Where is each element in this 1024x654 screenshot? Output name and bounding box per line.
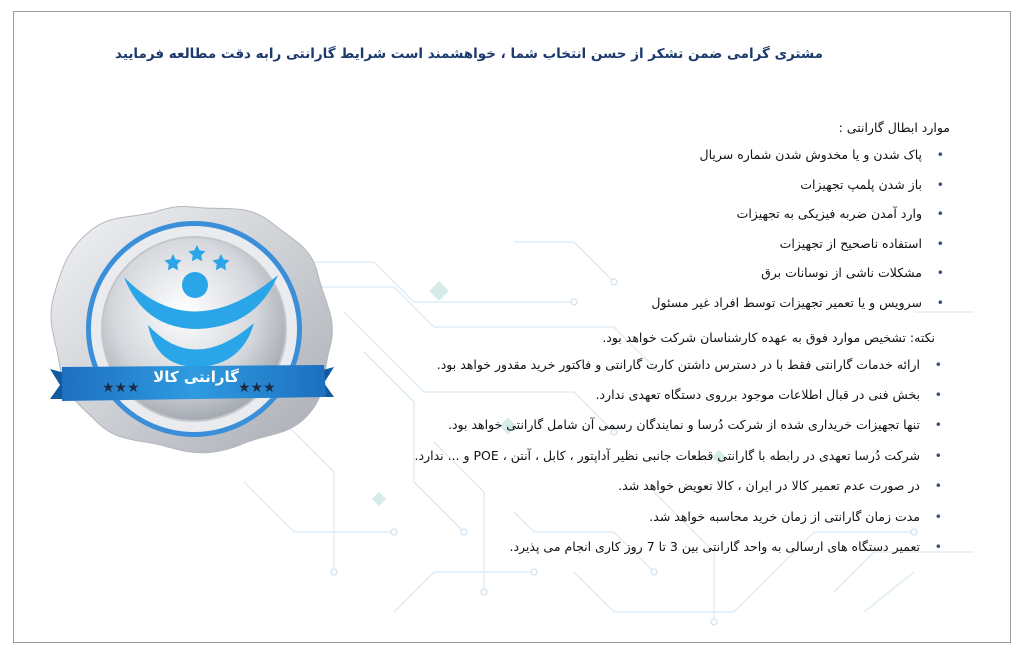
conditions-list [340, 357, 950, 570]
badge-label: گارانتی کالا [153, 368, 239, 386]
list-item: • ارائه خدمات گارانتی فقط با در دسترس داشتن کارت گارانتی و فاکتور خرید مقدور خواهد بود. [340, 357, 950, 387]
list-item: • استفاده ناصحیح از تجهیزات [340, 236, 950, 266]
list-item: • تعمیر دستگاه های ارسالی به واحد گارانتی بین 3 تا 7 روز کاری انجام می پذیرد. [340, 539, 950, 569]
list-item: • سرویس و یا تعمیر تجهیزات توسط افراد غیر مسئول [340, 295, 950, 325]
list-item: • در صورت عدم تعمیر کالا در ایران ، کالا تعویض خواهد شد. [340, 478, 950, 508]
svg-text:★★★: ★★★ [238, 380, 276, 396]
warranty-seal-icon [42, 197, 342, 457]
list-item: • وارد آمدن ضربه فیزیکی به تجهیزات [340, 206, 950, 236]
svg-text:★★★: ★★★ [102, 380, 140, 396]
warranty-void-heading: موارد ابطال گارانتی : [838, 120, 950, 135]
terms-content [340, 120, 950, 569]
list-item: • باز شدن پلمپ تجهیزات [340, 177, 950, 207]
page-frame [13, 11, 1011, 643]
page-title: مشتری گرامی ضمن تشکر از حسن انتخاب شما ، خواهشمند است شرایط گارانتی رابه دقت مطالعه فرمایید [115, 46, 823, 62]
list-item: • مدت زمان گارانتی از زمان خرید محاسبه خواهد شد. [340, 509, 950, 539]
list-item: • تنها تجهیزات خریداری شده از شرکت دُرسا و نمایندگان رسمی آن شامل گارانتی خواهد بود. [340, 417, 950, 447]
warranty-void-list [340, 147, 950, 325]
list-item: • شرکت دُرسا تعهدی در رابطه با گارانتی قطعات جانبی نظیر آداپتور ، کابل ، آنتن ، POE و ... ندارد. [340, 448, 950, 478]
note-text: نکته: تشخیص موارد فوق به عهده کارشناسان شرکت خواهد بود. [602, 329, 935, 345]
list-item: • بخش فنی در قبال اطلاعات موجود برروی دستگاه تعهدی ندارد. [340, 387, 950, 417]
list-item: • مشکلات ناشی از نوسانات برق [340, 265, 950, 295]
list-item: • پاک شدن و یا مخدوش شدن شماره سریال [340, 147, 950, 177]
